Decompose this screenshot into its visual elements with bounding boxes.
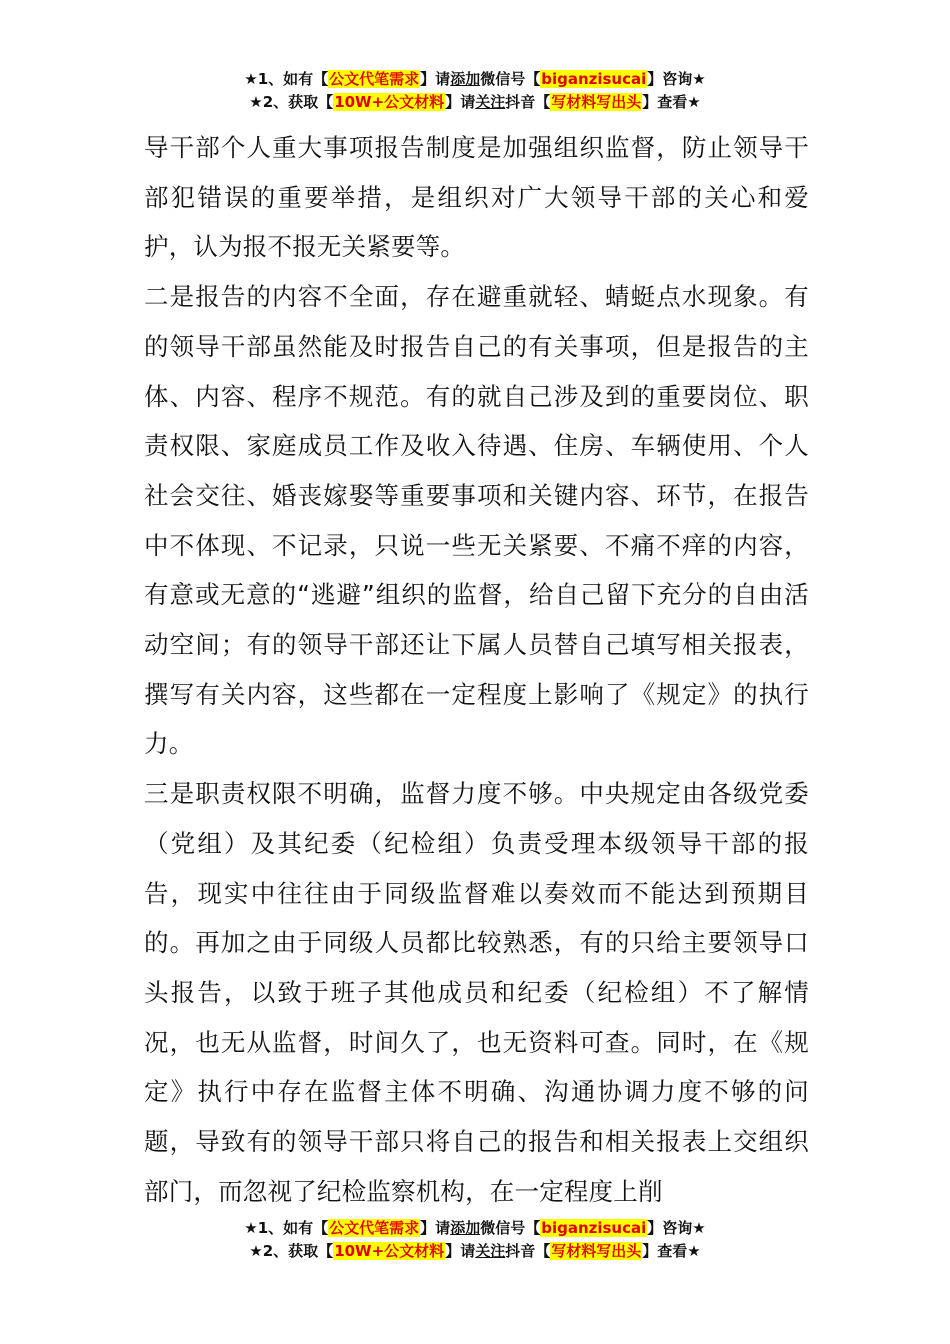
promo-highlight-douyin-id: 写材料写出头 bbox=[551, 1242, 642, 1260]
promo-text: ★2、获取【 bbox=[249, 93, 334, 111]
promo-highlight-wechat-id: biganzisucai bbox=[541, 70, 647, 88]
promo-text: 抖音【 bbox=[505, 1242, 551, 1260]
promo-text: 】查看★ bbox=[642, 1242, 701, 1260]
promo-text: 抖音【 bbox=[505, 93, 551, 111]
promo-text: 】请 bbox=[445, 1242, 476, 1260]
document-body bbox=[144, 123, 809, 1216]
promo-line-2 bbox=[0, 1240, 950, 1263]
promo-text: 】咨询★ bbox=[647, 70, 706, 88]
footer-promo bbox=[0, 1217, 950, 1263]
promo-highlight-service: 公文代笔需求 bbox=[329, 70, 420, 88]
promo-text: 】查看★ bbox=[642, 93, 701, 111]
promo-text: 】请 bbox=[420, 1219, 451, 1237]
promo-text: 】咨询★ bbox=[647, 1219, 706, 1237]
promo-line-1 bbox=[0, 1217, 950, 1240]
paragraph: 导干部个人重大事项报告制度是加强组织监督，防止领导干部犯错误的重要举措，是组织对广大领导干部的关心和爱护，认为报不报无关紧要等。 bbox=[144, 133, 809, 262]
promo-text: ★2、获取【 bbox=[249, 1242, 334, 1260]
promo-highlight-wechat-id: biganzisucai bbox=[541, 1219, 647, 1237]
promo-emphasis: 关注 bbox=[475, 1242, 506, 1260]
promo-text: 微信号【 bbox=[480, 70, 541, 88]
promo-highlight-service: 公文代笔需求 bbox=[329, 1219, 420, 1237]
promo-text: 】请 bbox=[420, 70, 451, 88]
promo-highlight-materials: 10W+公文材料 bbox=[334, 1242, 445, 1260]
promo-text: 】请 bbox=[445, 93, 476, 111]
promo-text: 微信号【 bbox=[480, 1219, 541, 1237]
paragraph: 三是职责权限不明确，监督力度不够。中央规定由各级党委（党组）及其纪委（纪检组）负责受理本级领导干部的报告，现实中往往由于同级监督难以奏效而不能达到预期目的。再加之由于同级人员都比较熟悉，有的只给主要领导口头报告，以致于班子其他成员和纪委（纪检组）不了解情况，也无从监督，时间久了，也无资料可查。同时，在《规定》执行中存在监督主体不明确、沟通协调力度不够的问题，导致有的领导干部只将自己的报告和相关报表上交组织部门，而忽视了纪检监察机构，在一定程度上削 bbox=[144, 779, 809, 1206]
promo-text: ★1、如有【 bbox=[244, 70, 329, 88]
promo-line-1 bbox=[0, 68, 950, 91]
promo-emphasis: 关注 bbox=[475, 93, 506, 111]
promo-line-2 bbox=[0, 91, 950, 114]
promo-highlight-douyin-id: 写材料写出头 bbox=[551, 93, 642, 111]
promo-emphasis: 添加 bbox=[450, 1219, 481, 1237]
paragraph: 二是报告的内容不全面，存在避重就轻、蜻蜓点水现象。有的领导干部虽然能及时报告自己的有关事项，但是报告的主体、内容、程序不规范。有的就自己涉及到的重要岗位、职责权限、家庭成员工作及收入待遇、住房、车辆使用、个人社会交往、婚丧嫁娶等重要事项和关键内容、环节，在报告中不体现、不记录，只说一些无关紧要、不痛不痒的内容，有意或无意的“逃避”组织的监督，给自己留下充分的自由活动空间；有的领导干部还让下属人员替自己填写相关报表，撰写有关内容，这些都在一定程度上影响了《规定》的执行力。 bbox=[144, 282, 809, 759]
promo-emphasis: 添加 bbox=[450, 70, 481, 88]
header-promo bbox=[0, 68, 950, 114]
promo-text: ★1、如有【 bbox=[244, 1219, 329, 1237]
promo-highlight-materials: 10W+公文材料 bbox=[334, 93, 445, 111]
